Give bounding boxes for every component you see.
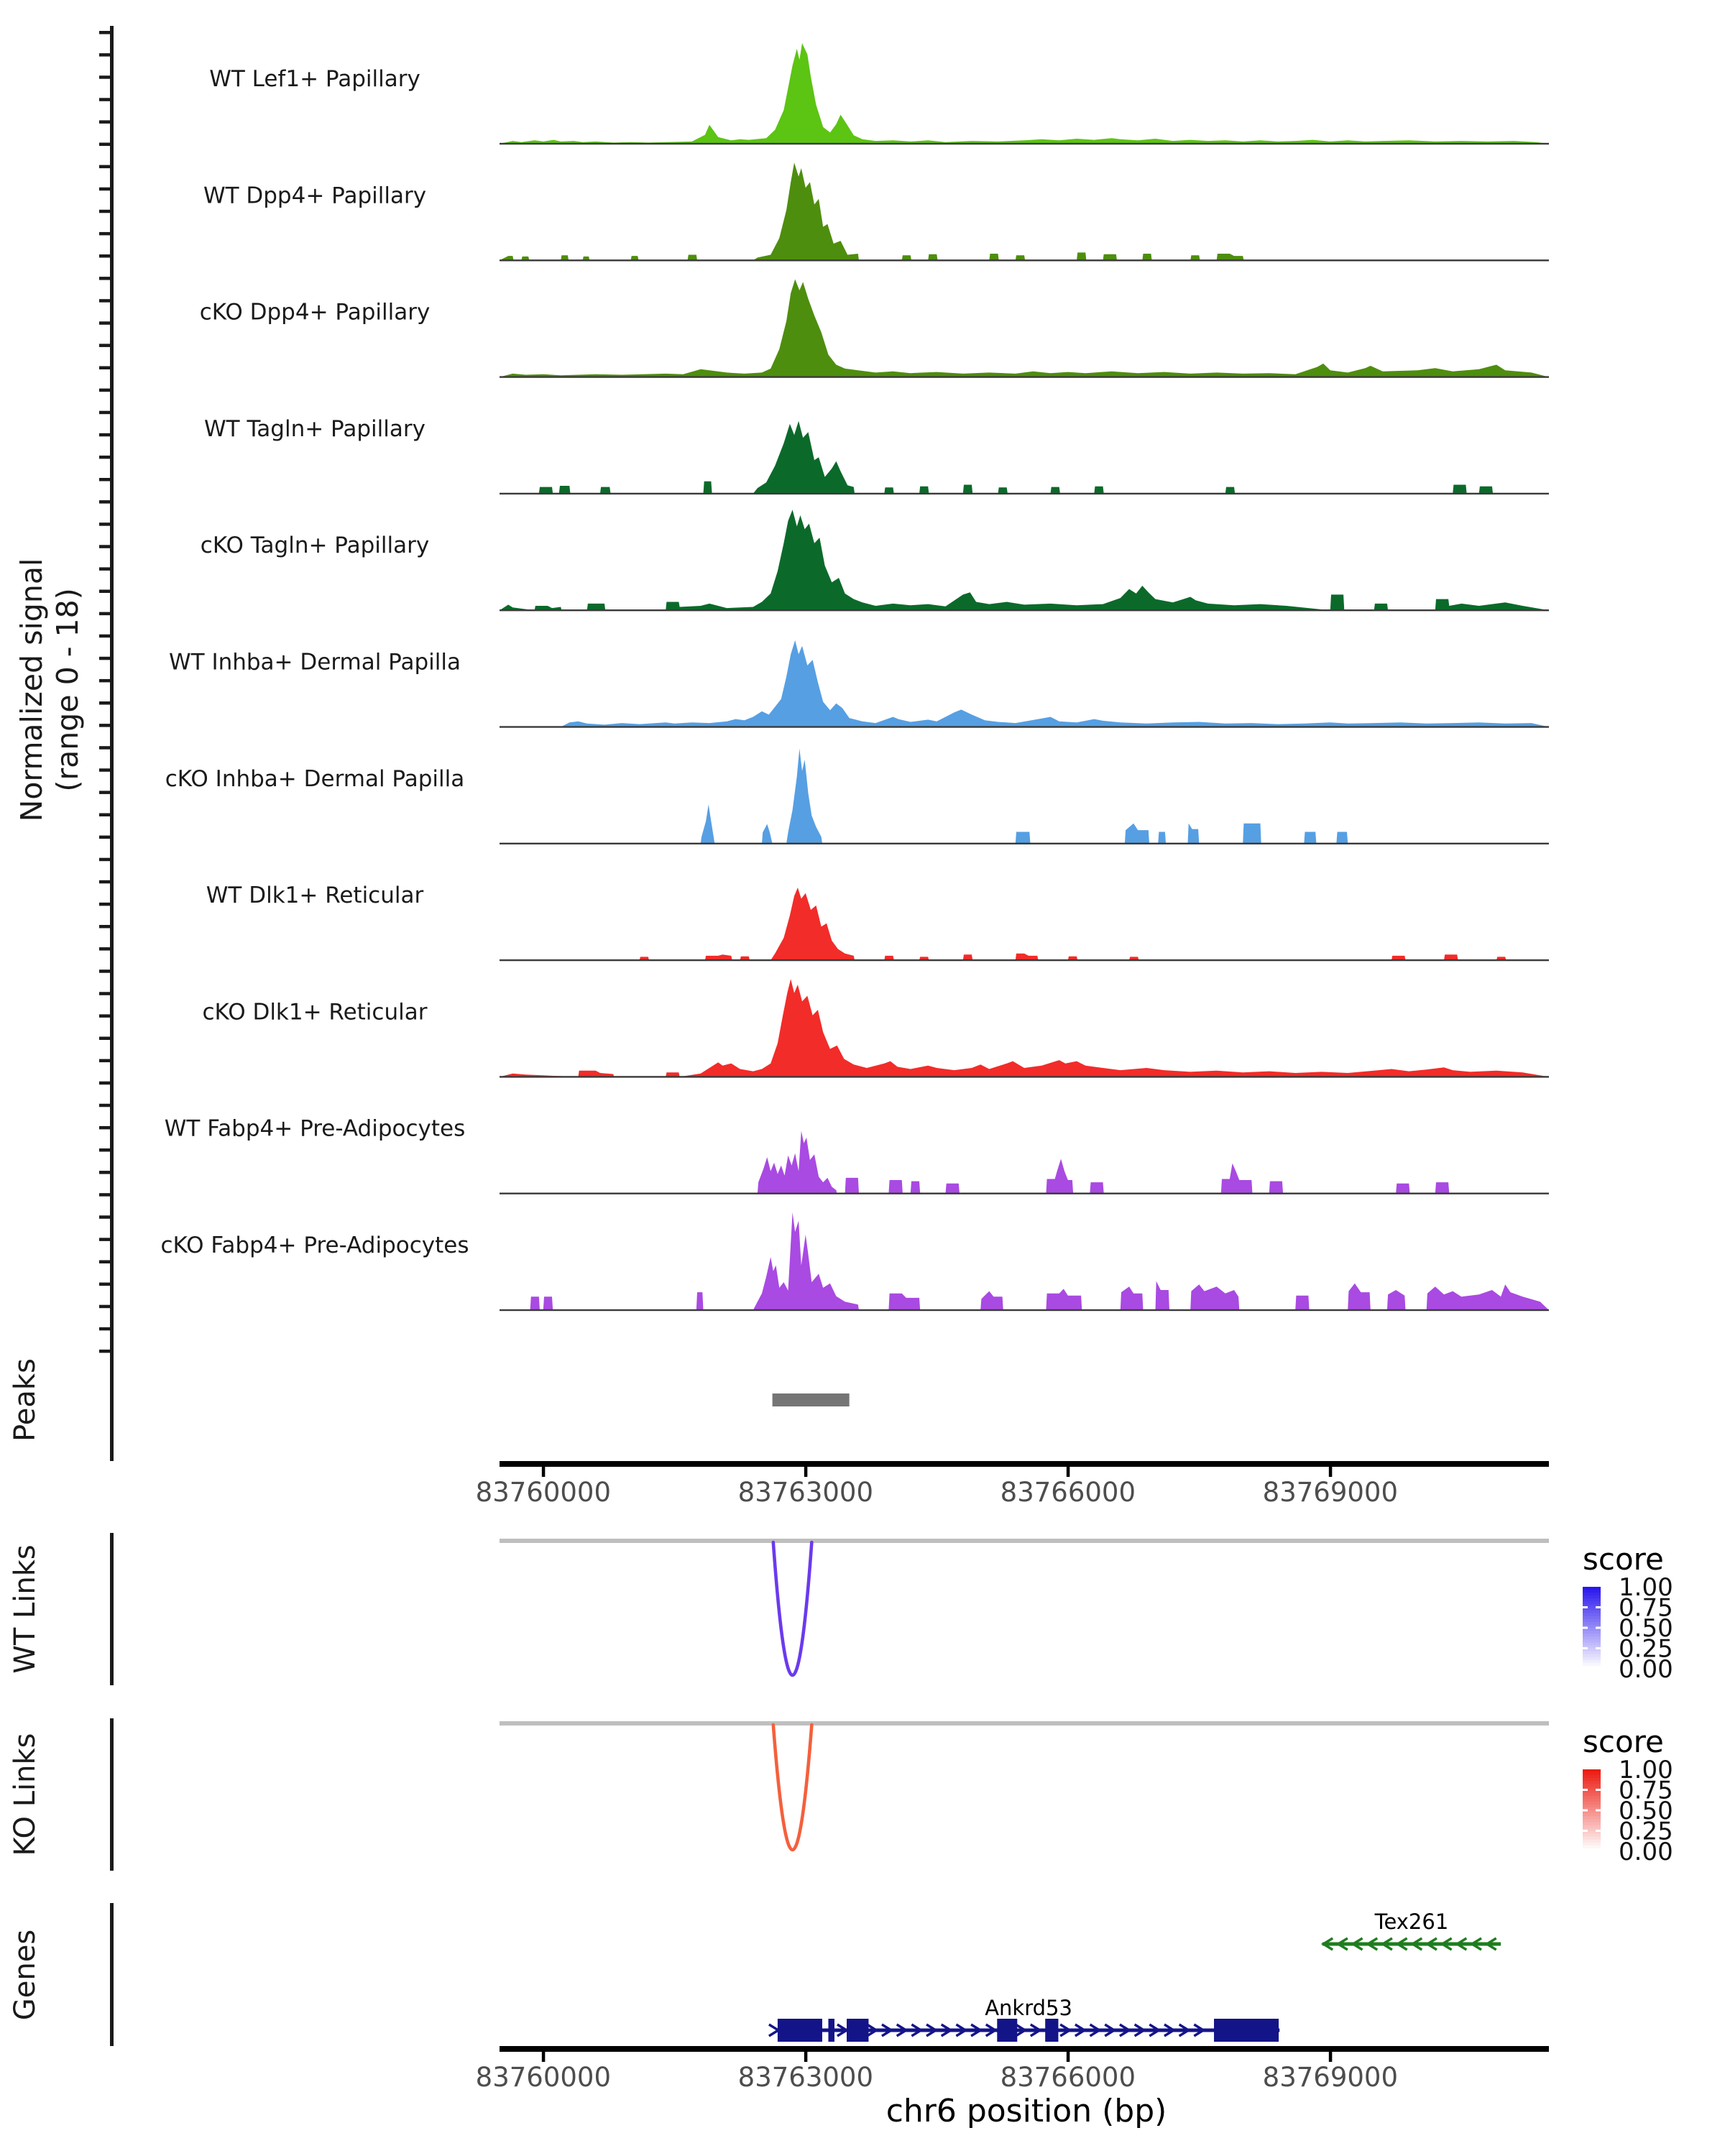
x-axis-tick-label: 83766000	[1000, 1477, 1136, 1508]
gene-exon	[778, 2019, 822, 2042]
coverage-track	[200, 280, 1549, 378]
signal-axis-tick	[99, 836, 110, 839]
x-axis-tick-label: 83763000	[737, 1477, 873, 1508]
legend-bar-tick	[1596, 1810, 1601, 1812]
coverage-signal-area	[500, 979, 1549, 1077]
signal-axis-tick	[99, 947, 110, 951]
x-axis-tick	[804, 2052, 808, 2062]
wt-links-panel-label: WT Links	[9, 1544, 42, 1674]
x-axis-tick	[1329, 2052, 1333, 2062]
legend-bar-tick	[1583, 1789, 1588, 1791]
x-axis-title: chr6 position (bp)	[886, 2093, 1167, 2129]
genome-x-axis-bottom	[476, 2046, 1549, 2129]
link-arc	[773, 1725, 812, 1850]
x-axis-tick	[1067, 2052, 1070, 2062]
signal-axis-tick	[99, 75, 110, 79]
coverage-track	[201, 510, 1549, 611]
genes-panel-label: Genes	[9, 1929, 42, 2021]
track-label: WT Dpp4+ Papillary	[203, 183, 427, 209]
score-legend	[1583, 1756, 1673, 1866]
track-label: WT Dlk1+ Reticular	[206, 883, 424, 909]
legend-tick-label: 0.50	[1619, 1797, 1673, 1825]
genome-x-axis-top	[476, 1461, 1549, 1508]
track-baseline	[500, 259, 1549, 261]
legend-bar-tick	[1596, 1627, 1601, 1629]
signal-axis-tick	[99, 903, 110, 906]
coverage-signal-area	[500, 749, 1549, 844]
signal-axis-tick	[99, 143, 110, 147]
gene-exon	[828, 2019, 834, 2042]
ko-links-legend-title: score	[1583, 1724, 1664, 1759]
legend-bar-tick	[1596, 1830, 1601, 1832]
gene-exon	[1214, 2019, 1279, 2042]
coverage-signal-area	[500, 421, 1549, 494]
legend-bar-tick	[1596, 1789, 1601, 1791]
coverage-signal-area	[500, 888, 1549, 960]
track-label: WT Lef1+ Papillary	[209, 66, 420, 92]
signal-axis-tick	[99, 1350, 110, 1353]
link-arc	[773, 1542, 812, 1675]
legend-tick-label: 0.75	[1619, 1593, 1673, 1623]
signal-axis-tick	[99, 1126, 110, 1130]
signal-axis-tick	[99, 98, 110, 101]
signal-axis-tick	[99, 1082, 110, 1085]
signal-axis-tick	[99, 1215, 110, 1219]
coverage-tracks	[161, 43, 1549, 1311]
track-baseline	[500, 1309, 1549, 1311]
coverage-track	[203, 162, 1549, 261]
coverage-signal-area	[500, 1131, 1549, 1194]
signal-axis-tick	[99, 188, 110, 191]
legend-tick-label: 0.50	[1619, 1614, 1673, 1643]
signal-axis-tick	[99, 1104, 110, 1107]
signal-axis-tick	[99, 1193, 110, 1197]
signal-axis-tick	[99, 679, 110, 683]
signal-axis-tick	[99, 277, 110, 280]
signal-axis-tick	[99, 925, 110, 929]
signal-axis-tick	[99, 411, 110, 415]
track-label: cKO Inhba+ Dermal Papilla	[165, 765, 465, 792]
signal-axis-tick	[99, 969, 110, 973]
peaks-panel-label: Peaks	[9, 1358, 42, 1442]
signal-y-axis	[99, 26, 114, 1355]
signal-axis-tick	[99, 1148, 110, 1152]
signal-axis-tick	[99, 53, 110, 57]
x-axis-line	[500, 2046, 1549, 2052]
x-axis-tick	[804, 1467, 808, 1477]
track-label: cKO Dlk1+ Reticular	[202, 999, 428, 1026]
legend-tick-label: 0.25	[1619, 1817, 1673, 1846]
legend-bar-tick	[1596, 1606, 1601, 1608]
y-axis-label-line2: (range 0 - 18)	[50, 588, 85, 792]
peak-interval	[773, 1393, 850, 1406]
ko-links-panel	[9, 1718, 1673, 1871]
track-label: cKO Fabp4+ Pre-Adipocytes	[160, 1233, 469, 1258]
coverage-signal-area	[500, 640, 1549, 727]
signal-axis-tick	[99, 746, 110, 750]
peaks-axis-line	[110, 1339, 114, 1461]
track-baseline	[500, 959, 1549, 961]
legend-gradient-step	[1583, 1666, 1601, 1669]
x-axis-tick	[542, 1467, 546, 1477]
x-axis-tick-label: 83763000	[737, 2062, 873, 2093]
signal-axis-tick	[99, 657, 110, 660]
signal-axis-tick	[99, 590, 110, 594]
track-baseline	[500, 1076, 1549, 1077]
signal-axis-line	[110, 26, 114, 1355]
coverage-signal-area	[500, 43, 1549, 144]
signal-axis-tick	[99, 768, 110, 772]
signal-axis-tick	[99, 456, 110, 459]
links-baseline	[500, 1539, 1549, 1543]
legend-gradient-step	[1583, 1848, 1601, 1852]
signal-axis-tick	[99, 1305, 110, 1309]
signal-axis-tick	[99, 545, 110, 548]
coverage-track	[161, 1212, 1549, 1311]
track-baseline	[500, 726, 1549, 727]
track-baseline	[500, 843, 1549, 844]
gene-exon	[847, 2019, 868, 2042]
signal-axis-tick	[99, 791, 110, 794]
signal-axis-tick	[99, 724, 110, 727]
x-axis-tick-label: 83769000	[1262, 1477, 1398, 1508]
signal-axis-tick	[99, 1283, 110, 1286]
signal-axis-tick	[99, 1238, 110, 1241]
signal-axis-tick	[99, 321, 110, 325]
genes-axis-line	[110, 1903, 114, 2046]
signal-axis-tick	[99, 232, 110, 236]
signal-axis-tick	[99, 254, 110, 258]
coverage-signal-area	[500, 280, 1549, 377]
signal-axis-tick	[99, 1014, 110, 1018]
legend-tick-label: 1.00	[1619, 1756, 1673, 1784]
signal-axis-tick	[99, 120, 110, 124]
genes-panel	[9, 1903, 1501, 2046]
gene-name-label: Tex261	[1374, 1909, 1449, 1934]
track-label: WT Fabp4+ Pre-Adipocytes	[164, 1115, 466, 1142]
track-baseline	[500, 1193, 1549, 1194]
signal-axis-tick	[99, 165, 110, 169]
x-axis-tick-label: 83760000	[475, 1477, 611, 1508]
coverage-track	[169, 640, 1549, 728]
legend-bar-tick	[1583, 1647, 1588, 1649]
signal-axis-tick	[99, 500, 110, 504]
signal-axis-tick	[99, 612, 110, 616]
gene-model	[1322, 1909, 1501, 1950]
legend-bar-tick	[1583, 1627, 1588, 1629]
ko-links-panel-label: KO Links	[9, 1733, 42, 1856]
coverage-track	[203, 979, 1549, 1077]
signal-axis-tick	[99, 1171, 110, 1174]
signal-axis-tick	[99, 367, 110, 370]
signal-axis-tick	[99, 299, 110, 303]
x-axis-tick	[1329, 1467, 1333, 1477]
signal-axis-tick	[99, 1261, 110, 1264]
signal-axis-tick	[99, 31, 110, 34]
track-baseline	[500, 609, 1549, 611]
signal-axis-tick	[99, 522, 110, 526]
track-label: WT Inhba+ Dermal Papilla	[169, 649, 461, 676]
legend-tick-label: 1.00	[1619, 1573, 1673, 1602]
coverage-signal-area	[500, 510, 1549, 610]
signal-axis-tick	[99, 701, 110, 705]
x-axis-tick	[542, 2052, 546, 2062]
signal-axis-tick	[99, 433, 110, 437]
signal-axis-tick	[99, 389, 110, 392]
legend-bar-tick	[1583, 1830, 1588, 1832]
y-axis-label-line1: Normalized signal	[14, 558, 49, 822]
legend-bar-tick	[1596, 1647, 1601, 1649]
coverage-signal-area	[500, 1212, 1549, 1310]
links-baseline	[500, 1721, 1549, 1726]
x-axis-tick	[1067, 1467, 1070, 1477]
legend-bar-tick	[1583, 1606, 1588, 1608]
gene-exon	[997, 2019, 1017, 2042]
track-label: cKO Tagln+ Papillary	[200, 533, 430, 559]
signal-axis-tick	[99, 880, 110, 884]
coverage-signal-area	[500, 162, 1549, 260]
signal-axis-tick	[99, 635, 110, 638]
wt-links-panel	[9, 1533, 1673, 1685]
legend-tick-label: 0.00	[1619, 1838, 1673, 1866]
coverage-track	[165, 749, 1549, 844]
legend-bar-tick	[1583, 1810, 1588, 1812]
coverage-track	[206, 883, 1549, 961]
track-label: WT Tagln+ Papillary	[204, 415, 426, 442]
x-axis-tick-label: 83760000	[475, 2062, 611, 2093]
x-axis-line	[500, 1461, 1549, 1467]
legend-tick-label: 0.75	[1619, 1776, 1673, 1805]
signal-axis-tick	[99, 1037, 110, 1041]
signal-axis-tick	[99, 1059, 110, 1063]
gene-name-label: Ankrd53	[985, 1996, 1072, 2020]
strand-arrow-icon	[769, 2024, 778, 2036]
links-axis-line	[110, 1533, 114, 1685]
legend-tick-label: 0.25	[1619, 1634, 1673, 1664]
x-axis-tick-label: 83766000	[1000, 2062, 1136, 2093]
signal-axis-tick	[99, 992, 110, 995]
coverage-track	[204, 416, 1549, 494]
score-legend	[1583, 1573, 1673, 1684]
links-axis-line	[110, 1718, 114, 1871]
signal-axis-tick	[99, 858, 110, 862]
track-baseline	[500, 376, 1549, 377]
signal-axis-tick	[99, 814, 110, 817]
signal-axis-tick	[99, 478, 110, 482]
signal-axis-tick	[99, 1327, 110, 1331]
x-axis-tick-label: 83769000	[1262, 2062, 1398, 2093]
signal-axis-tick	[99, 344, 110, 347]
coverage-track	[209, 43, 1549, 144]
signal-axis-tick	[99, 210, 110, 213]
gene-exon	[1045, 2019, 1058, 2042]
track-baseline	[500, 493, 1549, 494]
gene-model	[769, 1996, 1279, 2042]
signal-axis-tick	[99, 567, 110, 571]
peaks-panel	[9, 1339, 850, 1461]
wt-links-legend-title: score	[1583, 1542, 1664, 1577]
track-baseline	[500, 143, 1549, 144]
legend-tick-label: 0.00	[1619, 1655, 1673, 1684]
track-label: cKO Dpp4+ Papillary	[199, 299, 431, 326]
coverage-track	[165, 1116, 1549, 1194]
